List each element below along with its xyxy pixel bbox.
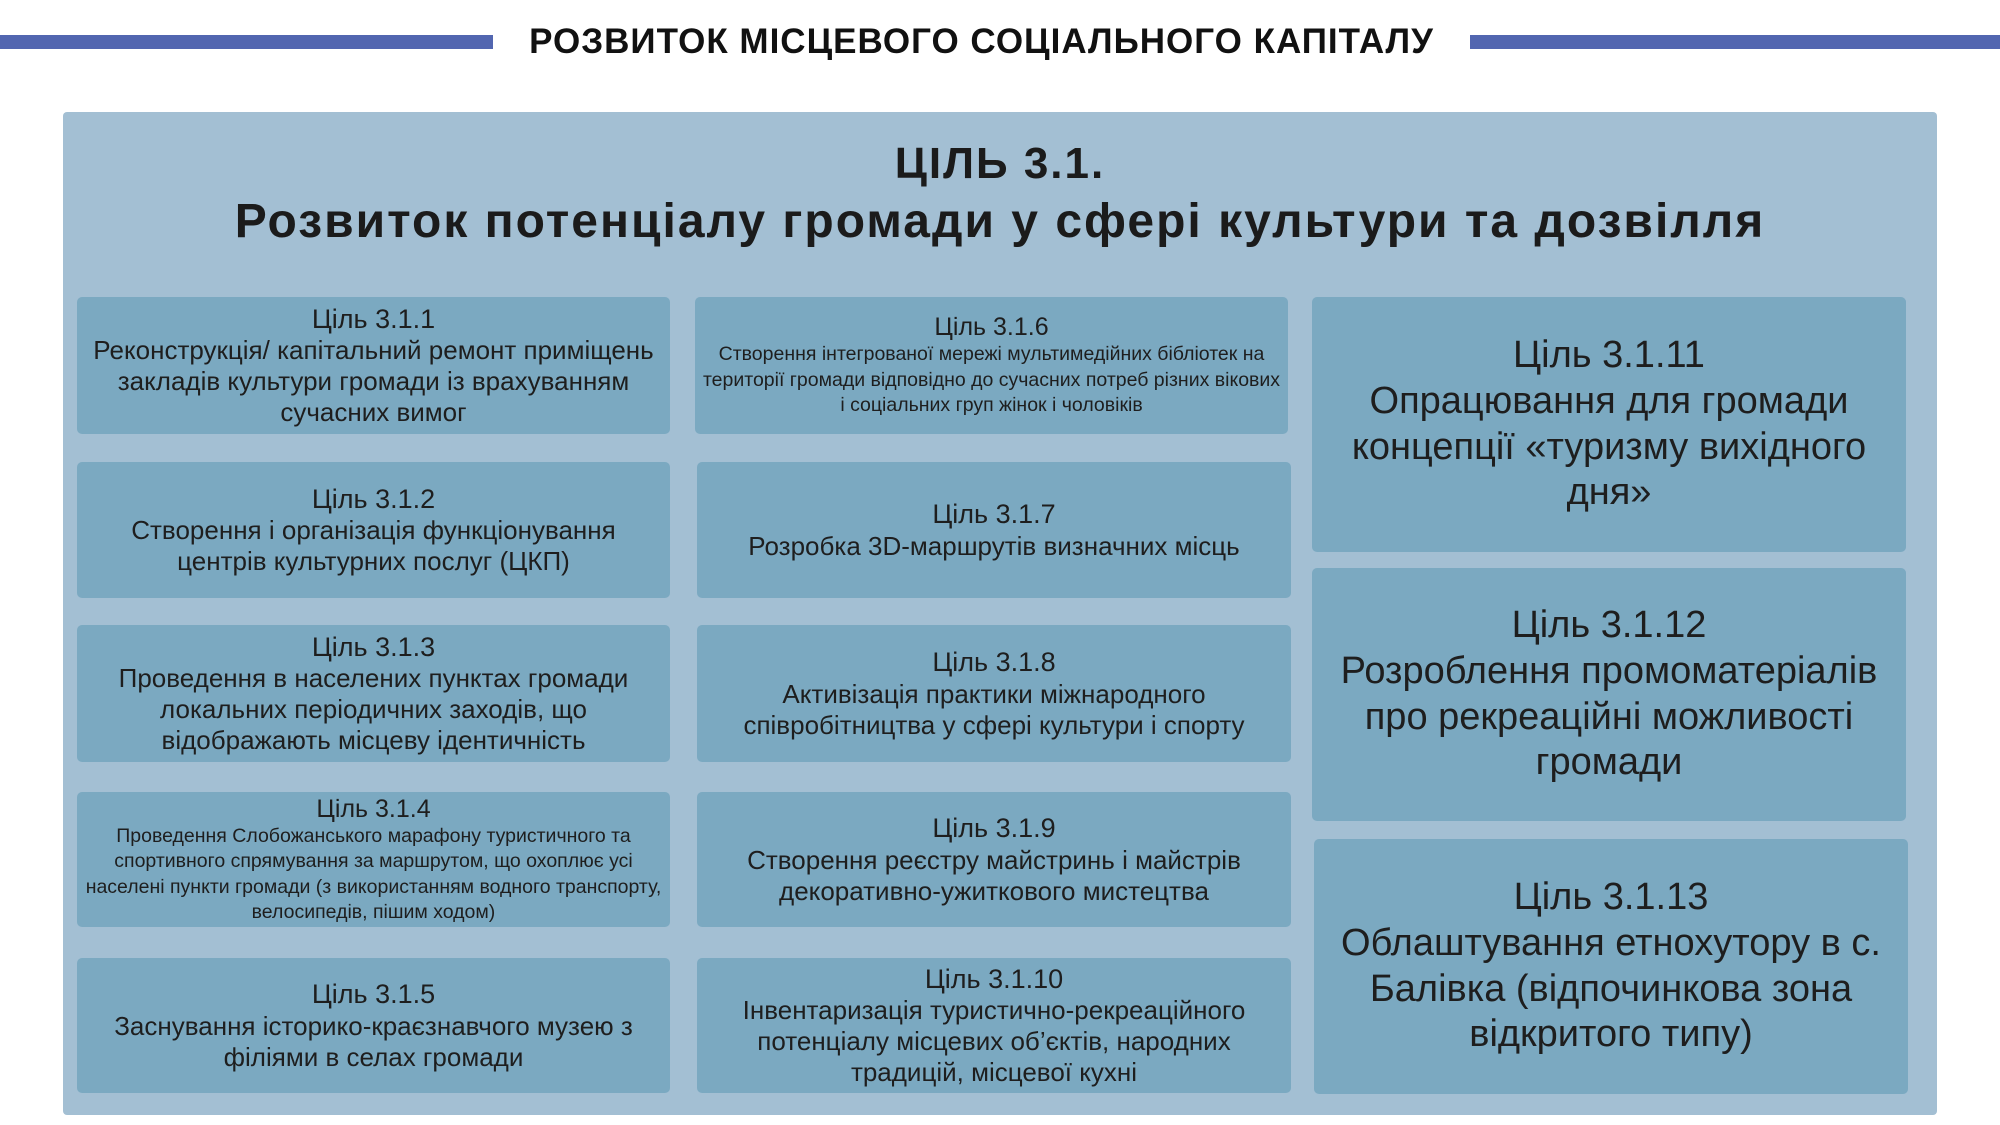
subgoal-title: Ціль 3.1.2 [311,483,436,514]
subgoal-text: Проведення Слобожанського марафону туристичного та спортивного спрямування за маршрутом, що охоплює усі населені пункти громади (з використанням водного транспорту, велосипедів, пішим ходом) [85,824,662,923]
subgoal-title: Ціль 3.1.4 [316,794,431,823]
subgoal-card [77,462,670,598]
subgoal-card [695,297,1288,434]
subgoal-title: Ціль 3.1.5 [311,979,436,1010]
subgoal-title: Ціль 3.1.1 [311,303,436,334]
goal-subtitle: Розвиток потенціалу громади у сфері культури та дозвілля [234,195,1766,248]
subgoal-text: Створення і організація функціонування центрів культурних послуг (ЦКП) [131,515,616,577]
header-bar-left [0,35,493,49]
subgoal-title: Ціль 3.1.6 [934,313,1049,342]
subgoal-card [77,792,670,927]
subgoal-card [697,462,1291,598]
subgoal-title: Ціль 3.1.7 [932,499,1056,530]
subgoal-card [1312,297,1906,552]
header-bar-right [1470,35,2000,49]
subgoal-text: Інвентаризація туристично-рекреаційного потенціалу місцевих об’єктів, народних традицій, місцевої кухні [742,994,1246,1088]
subgoal-card [77,958,670,1093]
subgoal-card [697,625,1291,762]
subgoal-text: Опрацювання для громади концепції «туризму вихідного дня» [1351,379,1867,514]
subgoal-card [1314,839,1908,1094]
subgoal-title: Ціль 3.1.8 [932,647,1056,678]
subgoal-text: Реконструкція/ капітальний ремонт приміщень закладів культури громади із врахуванням сучасних вимог [93,334,654,428]
subgoal-text: Заснування історико-краєзнавчого музею з філіями в селах громади [114,1010,633,1072]
subgoal-title: Ціль 3.1.13 [1513,876,1709,919]
subgoal-card [697,792,1291,927]
subgoal-text: Облаштування етнохутору в с. Балівка (відпочинкова зона відкритого типу) [1341,921,1881,1056]
subgoal-card [697,958,1291,1093]
subgoal-text: Проведення в населених пунктах громади локальних періодичних заходів, що відображають місцеву ідентичність [118,662,629,756]
subgoal-card [1312,568,1906,821]
subgoal-title: Ціль 3.1.3 [311,631,436,662]
subgoal-text: Активізація практики міжнародного співробітництва у сфері культури і спорту [743,678,1245,740]
goal-title: ЦІЛЬ 3.1. [894,139,1106,188]
subgoal-card [77,625,670,762]
page-title: РОЗВИТОК МІСЦЕВОГО СОЦІАЛЬНОГО КАПІТАЛУ [529,22,1434,61]
subgoal-title: Ціль 3.1.10 [924,963,1064,994]
subgoal-title: Ціль 3.1.12 [1511,604,1707,647]
subgoal-text: Розробка 3D-маршрутів визначних місць [748,530,1240,561]
subgoal-text: Створення інтегрованої мережі мультимедійних бібліотек на території громади відповідно до сучасних потреб різних вікових і соціальних груп жінок і чоловіків [702,343,1281,417]
subgoal-card [77,297,670,434]
subgoal-title: Ціль 3.1.9 [932,813,1056,844]
subgoal-text: Створення реєстру майстринь і майстрів декоративно-ужиткового мистецтва [747,844,1241,906]
subgoal-text: Розроблення промоматеріалів про рекреаційні можливості громади [1340,649,1878,784]
subgoal-title: Ціль 3.1.11 [1513,334,1705,377]
